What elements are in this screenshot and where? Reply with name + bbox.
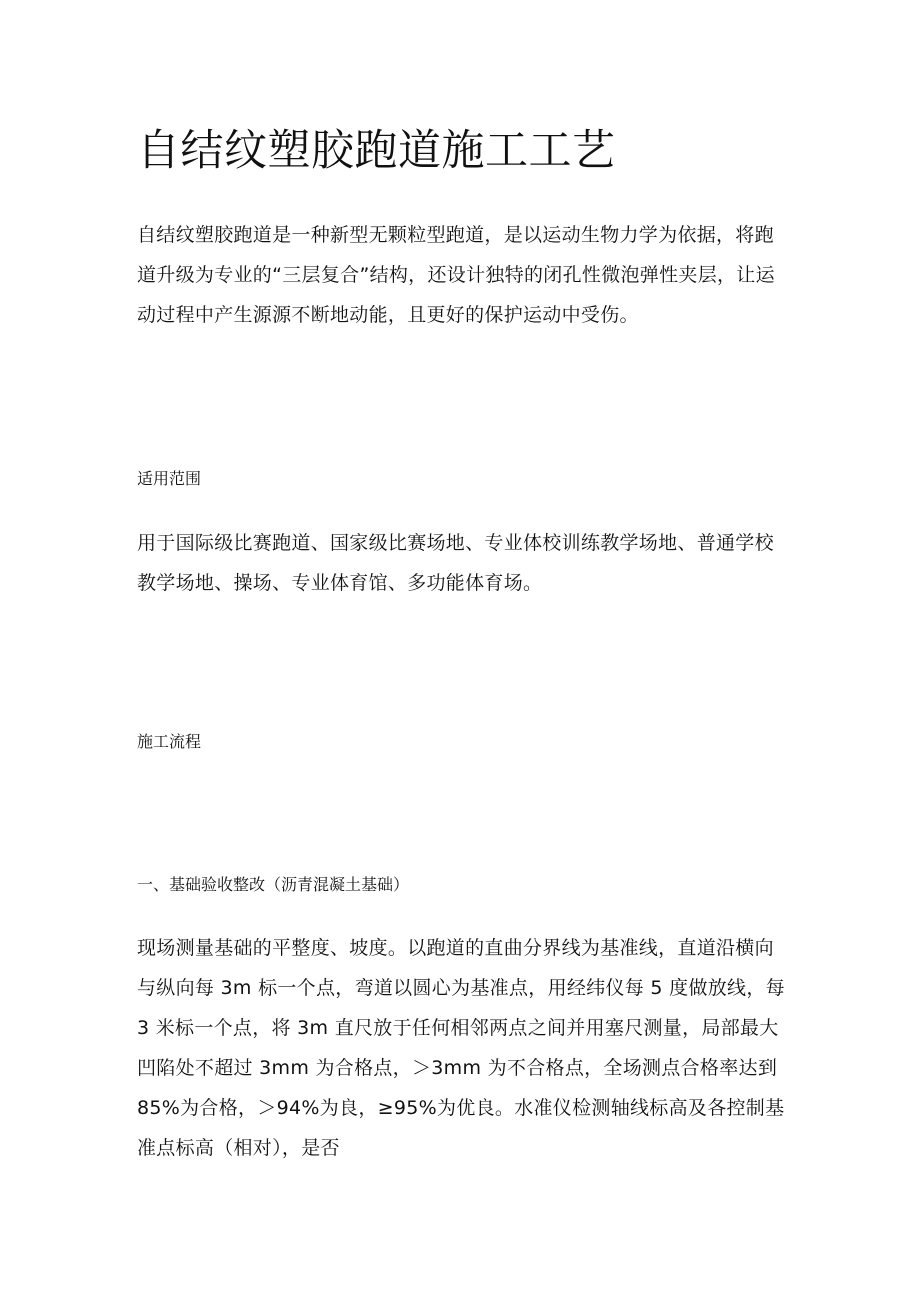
scope-paragraph: 用于国际级比赛跑道、国家级比赛场地、专业体校训练教学场地、普通学校教学场地、操场、专业体育馆、多功能体育场。 <box>137 532 774 594</box>
document-title: 自结纹塑胶跑道施工工艺 <box>137 126 616 176</box>
section-heading-scope: 适用范围 <box>137 469 202 488</box>
step-heading-foundation: 一、基础验收整改（沥青混凝土基础） <box>137 875 410 894</box>
intro-paragraph: 自结纹塑胶跑道是一种新型无颗粒型跑道，是以运动生物力学为依据，将跑道升级为专业的“三层复合”结构，还设计独特的闭孔性微泡弹性夹层，让运动过程中产生源源不断地动能，且更好的保护运动中受伤。 <box>137 224 775 326</box>
foundation-paragraph: 现场测量基础的平整度、坡度。以跑道的直曲分界线为基准线，直道沿横向与纵向每 3m 标一个点，弯道以圆心为基准点，用经纬仪每 5 度做放线，每 3 米标一个点，将 3m 直尺放于任何相邻两点之间并用塞尺测量，局部最大凹陷处不超过 3mm 为合格点，＞3mm 为不合格点，全场测点合格率达到 85%为合格，＞94%为良，≥95%为优良。水准仪检测轴线标高及各控制基准点标高（相对），是否 <box>137 937 785 1159</box>
section-heading-process: 施工流程 <box>137 732 202 751</box>
